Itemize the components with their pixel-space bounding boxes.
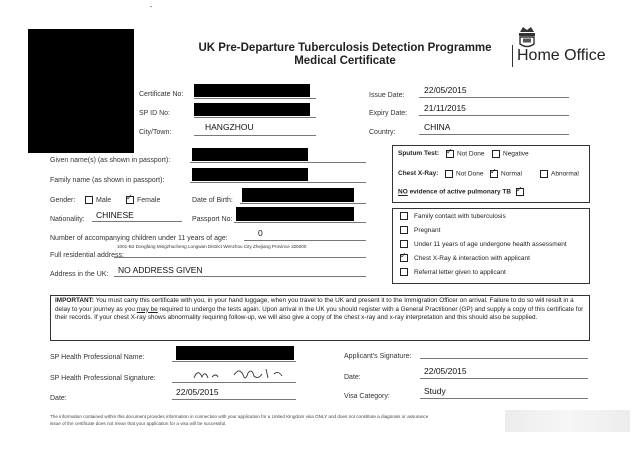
visa-category-label: Visa Category:: [344, 393, 390, 400]
country-label: Country:: [369, 129, 396, 136]
option-label: Referral letter given to applicant: [414, 268, 506, 276]
option-item[interactable]: [400, 240, 567, 248]
gender-label: Gender:: [50, 197, 76, 204]
option-checkbox[interactable]: [400, 268, 408, 276]
visa-category-value: Study: [424, 386, 446, 396]
notice-text-b: required to undergo the tests again. Upon arrival in the UK you should register with a General Practitioner (GP) and supply a copy of this certificate for their records. If your chest X-ray shows abnormality requiring follow-up, we will also give a copy of the chest x-ray and x-ray interpretation and this should also be supplied.: [55, 305, 584, 322]
important-notice: [55, 297, 585, 323]
sputum-not-done-label: Not Done: [457, 150, 485, 158]
applicant-date-label: Date:: [344, 374, 361, 381]
nationality-label: Nationality:: [50, 216, 85, 223]
xray-abnormal-option[interactable]: [540, 170, 579, 178]
option-item[interactable]: [400, 226, 440, 234]
option-checkbox[interactable]: [400, 254, 408, 262]
option-item[interactable]: [400, 268, 506, 276]
applicant-signature-label: Applicant's Signature:: [344, 353, 412, 360]
option-checkbox[interactable]: [400, 240, 408, 248]
country-value: CHINA: [424, 122, 451, 132]
option-label: Family contact with tuberculosis: [414, 212, 506, 220]
sputum-negative-checkbox[interactable]: [492, 150, 500, 158]
brand-name: Home Office: [517, 47, 606, 64]
given-name-label: Given name(s) (as shown in passport):: [50, 157, 171, 164]
applicant-date-value: 22/05/2015: [424, 366, 467, 376]
given-name-redacted: [192, 148, 308, 161]
title-line-2: Medical Certificate: [294, 55, 396, 67]
option-checkbox[interactable]: [400, 212, 408, 220]
family-name-redacted: [192, 168, 308, 181]
expiry-date-label: Expiry Date:: [369, 110, 408, 117]
sp-signature-scribble: [190, 364, 290, 382]
page-title: [180, 42, 510, 67]
address-label: Full residential address:: [50, 252, 124, 259]
xray-abnormal-label: Abnormal: [551, 170, 579, 178]
xray-not-done-label: Not Done: [456, 170, 484, 178]
option-label: Under 11 years of age undergone health assessment: [414, 240, 567, 248]
option-label: Chest X-Ray & interaction with applicant: [414, 254, 530, 262]
issue-date-label: Issue Date:: [369, 92, 405, 99]
xray-normal-checkbox[interactable]: [490, 170, 498, 178]
certificate-no-redacted: [194, 84, 310, 97]
gender-female-option[interactable]: [126, 196, 160, 204]
notice-heading: IMPORTANT:: [55, 297, 94, 304]
notice-text-a: You must carry this certificate with you, in your hand luggage, when you travel to the UK and present it to the Immigration Officer on arrival. Failure to do so will result in a delay to your journey as you: [55, 297, 574, 313]
sp-date-label: Date:: [50, 395, 67, 402]
sp-name-redacted: [176, 346, 294, 360]
city-label: City/Town:: [139, 129, 172, 136]
option-label: Pregnant: [414, 226, 441, 234]
children-value: 0: [258, 228, 263, 238]
footer-line-1: The information contained within this document provides information in connection with your application for a United Kingdom visa ONLY and does not constitute a diagnosis or assurance: [50, 414, 429, 419]
female-checkbox[interactable]: [126, 196, 134, 204]
no-evidence-row: [398, 188, 527, 196]
dob-redacted: [242, 188, 354, 202]
issue-date-value: 22/05/2015: [424, 85, 467, 95]
top-mark: -: [150, 4, 153, 11]
xray-not-done-checkbox[interactable]: [445, 170, 453, 178]
option-checkbox[interactable]: [400, 226, 408, 234]
sp-id-redacted: [194, 103, 310, 116]
sp-name-label: SP Health Professional Name:: [50, 354, 145, 361]
sputum-negative-option[interactable]: [492, 150, 529, 158]
no-evidence-prefix: NO: [398, 188, 408, 196]
sputum-not-done-checkbox[interactable]: [446, 150, 454, 158]
sp-date-value: 22/05/2015: [176, 387, 219, 397]
passport-label: Passport No:: [192, 216, 233, 223]
xray-label: Chest X-Ray:: [398, 170, 439, 177]
no-evidence-checkbox[interactable]: [516, 188, 524, 196]
sputum-negative-label: Negative: [503, 150, 529, 158]
home-office-logo: [512, 24, 632, 74]
watermark-blur: [505, 410, 630, 432]
sputum-not-done-option[interactable]: [446, 150, 484, 158]
children-label: Number of accompanying children under 11 years of age:: [50, 235, 228, 242]
notice-may-be: may be: [136, 305, 158, 313]
xray-normal-label: Normal: [501, 170, 522, 178]
uk-address-value: NO ADDRESS GIVEN: [118, 265, 203, 275]
male-checkbox[interactable]: [85, 196, 93, 204]
xray-not-done-option[interactable]: [445, 170, 483, 178]
sp-id-label: SP ID No:: [139, 110, 170, 117]
no-evidence-text: evidence of active pulmonary TB: [409, 188, 512, 196]
male-label: Male: [96, 196, 112, 204]
address-value: 1001-B2 Dongfang Mingzhucheng Longwan District Wenzhou City Zhejiang Province 325000: [117, 244, 307, 249]
option-item[interactable]: [400, 212, 506, 220]
nationality-value: CHINESE: [96, 210, 134, 220]
photo-redacted: [28, 29, 134, 153]
passport-redacted: [236, 207, 354, 221]
family-name-label: Family name (as shown in passport):: [50, 177, 165, 184]
expiry-date-value: 21/11/2015: [424, 103, 466, 113]
gender-male-option[interactable]: [85, 196, 111, 204]
uk-address-label: Address in the UK:: [50, 271, 109, 278]
xray-normal-option[interactable]: [490, 170, 522, 178]
xray-abnormal-checkbox[interactable]: [540, 170, 548, 178]
title-line-1: UK Pre-Departure Tuberculosis Detection Programme: [198, 42, 492, 54]
sputum-label: Sputum Test:: [398, 150, 440, 157]
female-label: Female: [137, 196, 161, 204]
sp-signature-label: SP Health Professional Signature:: [50, 375, 156, 382]
dob-label: Date of Birth:: [192, 197, 233, 204]
option-item[interactable]: [400, 254, 530, 262]
certificate-no-label: Certificate No:: [139, 91, 184, 98]
city-value: HANGZHOU: [205, 122, 254, 132]
footer-line-2: issue of the certificate does not mean that your application for a visa will be successful.: [50, 420, 227, 426]
